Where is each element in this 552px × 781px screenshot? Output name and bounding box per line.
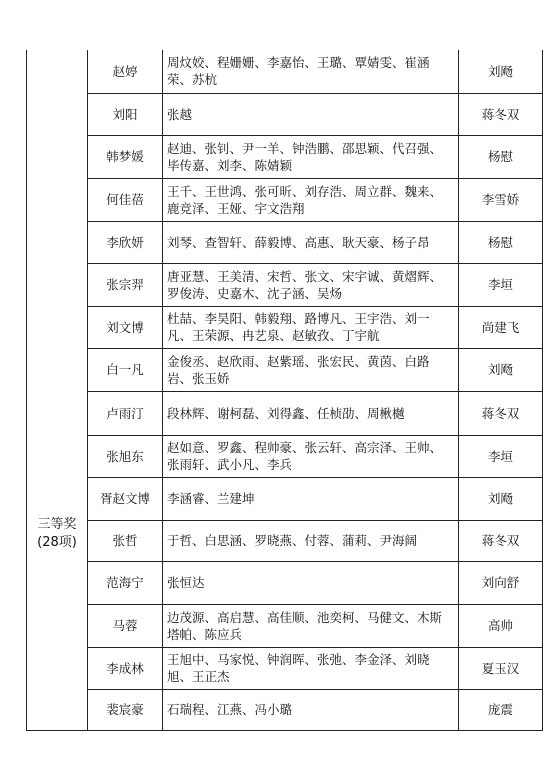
leader-cell: 刘文博 — [88, 306, 163, 348]
members-cell: 边茂源、高启慧、高佳顺、池奕柯、马健文、木斯塔帕、陈应兵 — [163, 604, 459, 647]
leader-cell: 张宗羿 — [88, 263, 163, 306]
leader-cell: 李欣妍 — [88, 221, 163, 263]
leader-cell: 何佳蓓 — [88, 178, 163, 221]
members-cell: 于哲、白思涵、罗晓燕、付蓉、蒲莉、尹海阔 — [163, 520, 459, 561]
table-row — [27, 391, 543, 435]
table-row — [27, 604, 543, 647]
members-cell: 周炆姣、程姗姗、李嘉怡、王璐、覃婧雯、崔涵荣、苏杭 — [163, 50, 459, 93]
members-cell: 张恒达 — [163, 561, 459, 604]
table-row — [27, 561, 543, 604]
leader-cell: 韩梦媛 — [88, 135, 163, 178]
table-row — [27, 435, 543, 477]
leader-cell: 张旭东 — [88, 435, 163, 477]
leader-cell: 张哲 — [88, 520, 163, 561]
advisor-cell: 刘飏 — [459, 50, 543, 93]
members-cell: 杜喆、李昊阳、韩毅翔、路博凡、王宇浩、刘一凡、王荣源、冉艺泉、赵敏孜、丁宇航 — [163, 306, 459, 348]
table-row — [27, 50, 543, 93]
members-cell: 石瑞程、江燕、冯小璐 — [163, 689, 459, 730]
category-cell — [27, 50, 88, 730]
members-cell: 李涵睿、兰建坤 — [163, 477, 459, 520]
table-row — [27, 221, 543, 263]
advisor-cell: 夏玉汉 — [459, 647, 543, 689]
members-cell: 唐亚慧、王美清、宋哲、张文、宋宇诚、黄熠辉、罗俊涛、史嘉木、沈子涵、吴炀 — [163, 263, 459, 306]
members-cell: 金俊丞、赵欣雨、赵紫瑶、张宏民、黄茵、白路岩、张玉娇 — [163, 348, 459, 391]
awards-table — [26, 50, 543, 731]
table-row — [27, 477, 543, 520]
advisor-cell: 高帅 — [459, 604, 543, 647]
advisor-cell: 杨慰 — [459, 135, 543, 178]
members-cell: 段林辉、谢柯磊、刘得鑫、任桢劭、周楸樾 — [163, 391, 459, 435]
members-cell: 赵迪、张钊、尹一羊、钟浩鹏、邵思颖、代召强、毕传嘉、刘李、陈婧颖 — [163, 135, 459, 178]
table-row — [27, 647, 543, 689]
table-row — [27, 178, 543, 221]
table-row — [27, 689, 543, 730]
advisor-cell: 李垣 — [459, 263, 543, 306]
table-row — [27, 263, 543, 306]
advisor-cell: 刘向舒 — [459, 561, 543, 604]
category-count: (28项) — [37, 534, 77, 550]
advisor-cell: 尚建飞 — [459, 306, 543, 348]
leader-cell: 刘阳 — [88, 93, 163, 135]
advisor-cell: 刘飏 — [459, 348, 543, 391]
members-cell: 王旭中、马家悦、钟润晖、张弛、李金泽、刘晓旭、王正杰 — [163, 647, 459, 689]
advisor-cell: 庞震 — [459, 689, 543, 730]
members-cell: 赵如意、罗鑫、程帅豪、张云轩、高宗泽、王帅、张雨轩、武小凡、李兵 — [163, 435, 459, 477]
advisor-cell: 蒋冬双 — [459, 520, 543, 561]
members-cell: 刘琴、查智轩、薛毅博、高惠、耿天豪、杨子昂 — [163, 221, 459, 263]
leader-cell: 范海宁 — [88, 561, 163, 604]
advisor-cell: 杨慰 — [459, 221, 543, 263]
advisor-cell: 蒋冬双 — [459, 93, 543, 135]
leader-cell: 马蓉 — [88, 604, 163, 647]
members-cell: 张越 — [163, 93, 459, 135]
leader-cell: 白一凡 — [88, 348, 163, 391]
leader-cell: 胥赵文博 — [88, 477, 163, 520]
table-row — [27, 520, 543, 561]
table-row — [27, 306, 543, 348]
advisor-cell: 李垣 — [459, 435, 543, 477]
advisor-cell: 李雪娇 — [459, 178, 543, 221]
table-row — [27, 135, 543, 178]
advisor-cell: 刘飏 — [459, 477, 543, 520]
table-row — [27, 348, 543, 391]
members-cell: 王千、王世鸿、张可昕、刘存浩、周立群、魏来、鹿竞泽、王娅、宇文浩翔 — [163, 178, 459, 221]
leader-cell: 裴宸豪 — [88, 689, 163, 730]
table-row — [27, 93, 543, 135]
leader-cell: 卢雨汀 — [88, 391, 163, 435]
leader-cell: 李成林 — [88, 647, 163, 689]
advisor-cell: 蒋冬双 — [459, 391, 543, 435]
category-name: 三等奖 — [37, 516, 77, 532]
leader-cell: 赵婷 — [88, 50, 163, 93]
